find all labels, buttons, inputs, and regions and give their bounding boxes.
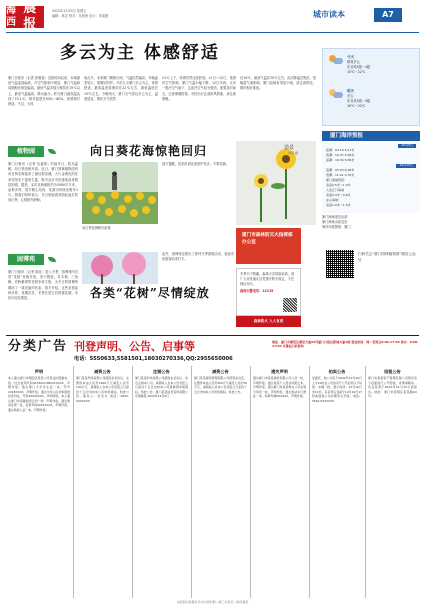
tide-forecast-table	[322, 143, 420, 213]
plant-story-headline: 向日葵花海惊艳回归	[90, 144, 208, 158]
ads-contact-info: 地址：厦门市湖里区湖里大道22号厦门日报社新闻大厦1楼 营业时间：周一至周五8:00-17:30 周末：9:00-17:00 可微信扫码咨询	[272, 340, 419, 349]
lead-column-4: 后10℃，最高气温在20℃左右。此次降温过程后，受暖湿气流影响，厦门局地有零星小雨，请注意防范，做好相应准备。	[240, 76, 316, 91]
section-tag-plant-garden: 植物园	[8, 146, 44, 157]
fire-prevention-notice	[236, 268, 301, 316]
sunflower-field-photo	[82, 162, 158, 224]
ads-column-heading: 声明	[34, 369, 44, 374]
garden-story-headline: 各类“花树”尽情绽放	[90, 286, 210, 300]
ads-column-heading: 注销公告	[153, 369, 170, 374]
tide-line: 低潮：11:21 0.76米	[326, 173, 355, 177]
ads-column-body: 厦门某某餐饮管理有限公司经股东决定，注册资本由人民币500万元减至人民币50万元，请债权人自本公告见报之日起四十五日内向本公司申报债权。特此公告。	[194, 376, 247, 394]
ads-column-body: 厦门某某贸易有限公司经股东会决议，注册资本由人民币1000万元减至人民币100万元，请债权人自本公告见报之日起四十五日内向本公司申报债权。特此公告。联系人：张先生 电话：0592-5XXXXXX	[76, 376, 129, 403]
date-line: 2022年12月9日 星期五	[52, 9, 87, 13]
photo-credit-left: 造景	[284, 145, 295, 151]
tide-note: 厦门海域适宜出游	[322, 215, 348, 219]
ads-column-body: 遗失厦门市某某建材有限公司公章一枚，声明作废。遗失某某个人营业执照正本，声明作废。遗失厦门市某某物业公司发票专用章一枚，声明作废。遗失机动车行驶证一本，车牌号闽DXXXXX，声明作废。	[253, 376, 306, 399]
sunflower-photo	[236, 141, 316, 225]
fire-hotline	[240, 289, 297, 294]
ads-column-3	[132, 366, 190, 598]
tide-line: 高潮：05:03 6.38米	[326, 168, 355, 172]
ads-column-body: 厦门市某某资产管理有限公司现对名下店面进行公开招租，详情请联系。有意者请于2022年12月15日前报名。地址：厦门市思明区某某路XX号。	[368, 376, 417, 399]
tide-note: 海洋环境预报：厦门	[322, 225, 351, 230]
ads-column-heading: 招租公告	[384, 369, 401, 374]
tide-line: 高潮：16:34 5.86米	[326, 158, 355, 162]
page-number: A7	[374, 8, 402, 22]
fire-prevention-text: 冬季天干物燥，森林火灾风险较高，请广大市民朋友自觉遵守防火规定，不在林区用火。	[240, 272, 295, 287]
fire-prevention-banner: 厦门市森林防灭火指挥部办公室	[236, 228, 301, 264]
tide-note: 厦门海域水质良好	[322, 220, 348, 225]
lead-headline: 多云为主 体感舒适	[60, 43, 220, 63]
plant-story-column-1: 厦门日报讯（记者 包嘉苑）时值冬日，阳光温暖，向日葵竞相开放。近日，厦门园林植物园内向日葵花海迎来了最佳观赏期，大片金黄色的花朵在阳光下摇曳生姿，吸引众多市民游客前来观赏拍照。据悉，本次花海面积约为3000平方米，品种多样，园方精心培育，花期可持续至明年1月。游客们纷纷表示，冬日里能看到如此灿烂的向日葵，心情格外舒畅。	[8, 162, 78, 203]
tide-line: 浪高0.3米～0.6米	[326, 193, 351, 197]
fire-hotline-number: 12119	[262, 289, 274, 294]
ads-column-heading: 减资公告	[94, 369, 111, 374]
tide-line: 九龙江口海域	[326, 188, 345, 192]
lead-column-3: 21℃上下，体感仍然比较舒适。11日～12日，受弱冷空气影响，厦门气温小幅下降，12日早晨，又有一股冷空气南下，这波冷空气较为强劲，需要及时添衣，注意保暖防寒。市民出行注意防风防寒，请注意保暖。	[162, 76, 236, 101]
leaf-icon	[48, 257, 56, 264]
garden-story-column-2: 此外，园博苑还推出了系列冬季游园活动，欢迎市民游客前来打卡。	[162, 252, 234, 262]
ads-column-heading: 遗失声明	[271, 369, 288, 374]
ads-banner-title: 刊登声明、公告、启事等	[74, 340, 195, 353]
tide-line: 厦门海域预报：	[326, 178, 348, 182]
fire-prevention-slogan: 森林防火 人人有责	[236, 316, 301, 327]
photo-credit-right: 朱晋 摄	[288, 151, 298, 155]
qr-code-icon	[283, 298, 297, 312]
ads-column-heading: 拍卖公告	[328, 369, 346, 374]
ads-top-rule	[6, 335, 419, 336]
classified-ads-title: 分类广告	[8, 339, 69, 354]
leaf-icon	[48, 149, 56, 156]
sunflower-photo-image	[236, 141, 316, 225]
weather-tomorrow-temp: 16℃～22℃	[347, 103, 366, 108]
weather-today-text: 晴到多云	[347, 60, 360, 65]
weather-tomorrow-text: 多云	[347, 94, 354, 99]
section-tag-garden-expo: 园博苑	[8, 254, 44, 265]
weather-today-label: 今天	[347, 55, 355, 59]
newspaper-logo: 海西 晨报	[6, 6, 44, 28]
ads-column-6	[309, 366, 364, 598]
weather-today-wind: 东北风3级～4级	[347, 65, 371, 70]
sunny-cloudy-icon	[329, 55, 343, 65]
ads-column-7	[365, 366, 419, 598]
weather-box	[322, 48, 420, 126]
plant-story-column-2: 园方提醒，赏花时请注意爱护花卉，不要采摘。	[162, 162, 229, 166]
garden-story-column-1: 厦门日报讯（记者 陈佳）进入冬季，园博苑内各类“花树”竞相开放，美不胜收。异木棉、三角梅、宫粉紫荆等花树争奇斗艳，为冬日的园博苑增添了一抹亮丽的色彩。园方介绍，这些花树品种多样，花期各异，冬季正是它们的盛花期，市民可前往观赏。	[8, 270, 78, 300]
tide-line: 低潮：10:37 0.98米	[326, 153, 355, 157]
flower-tree-image	[82, 252, 158, 284]
tide-line: 高潮：04:16 6.21米	[326, 148, 355, 152]
lead-column-2: 雨点少，未来厦门晴朗少雨，气温依然偏高，早晚温差较大，需做好防护。今后几天厦门多云为主，体感舒适，最高温度将保持在22℃左右，最低温度在15℃左右。今明两天，厦门天气将以多云为主，温度适宜，晴好天气依然	[84, 76, 158, 101]
ads-column-5	[250, 366, 308, 598]
weather-tomorrow-wind: 东北风3级～4级	[347, 99, 371, 104]
tide-line: 浪高0.5米～1.0米	[326, 183, 351, 187]
weather-tomorrow	[329, 89, 370, 109]
ads-column-4	[191, 366, 249, 598]
ads-column-body: 本人遗失厦门市翔安区某某公司营业执照副本，统一社会信用代码91350213MA31XXXX，声明作废。遗失厦门大学学生证一本，学号2018XXXX，声明作废。遗失中华人民共和国居民身份证，号码3502XXXX，声明作废。本人遗失厦门市房屋租赁合同一份，声明作废。遗失购房发票一张，发票号码0001XXXX，声明作废。遗失残疾人证一本，声明作废。	[8, 376, 70, 412]
tide-date-2: 12月10日	[396, 164, 416, 168]
tide-forecast-title: 厦门海洋预报	[322, 131, 420, 141]
cloudy-icon	[329, 89, 343, 99]
ads-banner	[74, 340, 271, 362]
tide-date-1: 12月9日	[398, 144, 416, 148]
fire-hotline-label: 森林火警电话：	[240, 289, 263, 294]
plant-story-caption: 向日葵花海吸引游客	[82, 226, 111, 230]
wechat-qr-code-icon	[326, 250, 354, 278]
ads-column-heading: 减资公告	[212, 369, 229, 374]
ads-column-body: 受委托，我公司定于2022年12月20日上午10时在公司拍卖厅公开拍卖以下标的：车辆一批。展示时间：12月16日至19日。有意竞买者请于12月19日17时前到我公司办理竞买手续。电话：0592-5XXXXXX	[312, 376, 362, 403]
tide-line: 东山海域：	[326, 198, 342, 202]
editor-line: 编辑：林宏 校对：吴柯萱 设计：李素媛	[52, 14, 109, 19]
page-footer: 本版图片除署名外均为资料图 / 厦门日报社 / 海西晨报	[176, 600, 249, 604]
tide-line: 浪高1.0米～1.5米	[326, 203, 351, 207]
flower-tree-photo	[82, 252, 158, 284]
ads-column-1	[6, 366, 72, 598]
weather-today	[329, 55, 370, 75]
ads-column-body: 厦门某某科技有限公司经股东会决议，决定注销本公司，请债权人自本公告见报之日起四十五日内向本公司清算组申报债权。特此公告。厦门某某信息咨询有限公司清算组 2022年12月9日	[135, 376, 188, 399]
tide-notes	[322, 215, 420, 233]
qr-caption: 扫码关注“厦门园林植物园”微信公众号	[358, 252, 416, 262]
ads-column-2	[73, 366, 131, 598]
weather-today-temp: 15℃～22℃	[347, 69, 366, 74]
weather-tomorrow-label: 明天	[347, 89, 355, 93]
section-name: 城市读本	[313, 10, 345, 19]
sunflower-field-image	[82, 162, 158, 224]
ads-banner-phone: 电话：5550633,5581501,18030270336,QQ:2955650006	[74, 355, 233, 362]
masthead-info	[52, 9, 142, 19]
masthead-rule	[6, 32, 419, 33]
lead-column-1: 厦门日报讯（记者 张晓春）近段时间以来，本地最低气温连续偏高，冷空气影响不明显，厦门气温和同期相比明显偏高。最低气温多数天维持在15℃以上，最高气温偏高，降水偏少。昨日厦门最高温达到了23.1℃，相对湿度在50%～80%，体感相对舒适。不过，大风	[8, 76, 80, 106]
